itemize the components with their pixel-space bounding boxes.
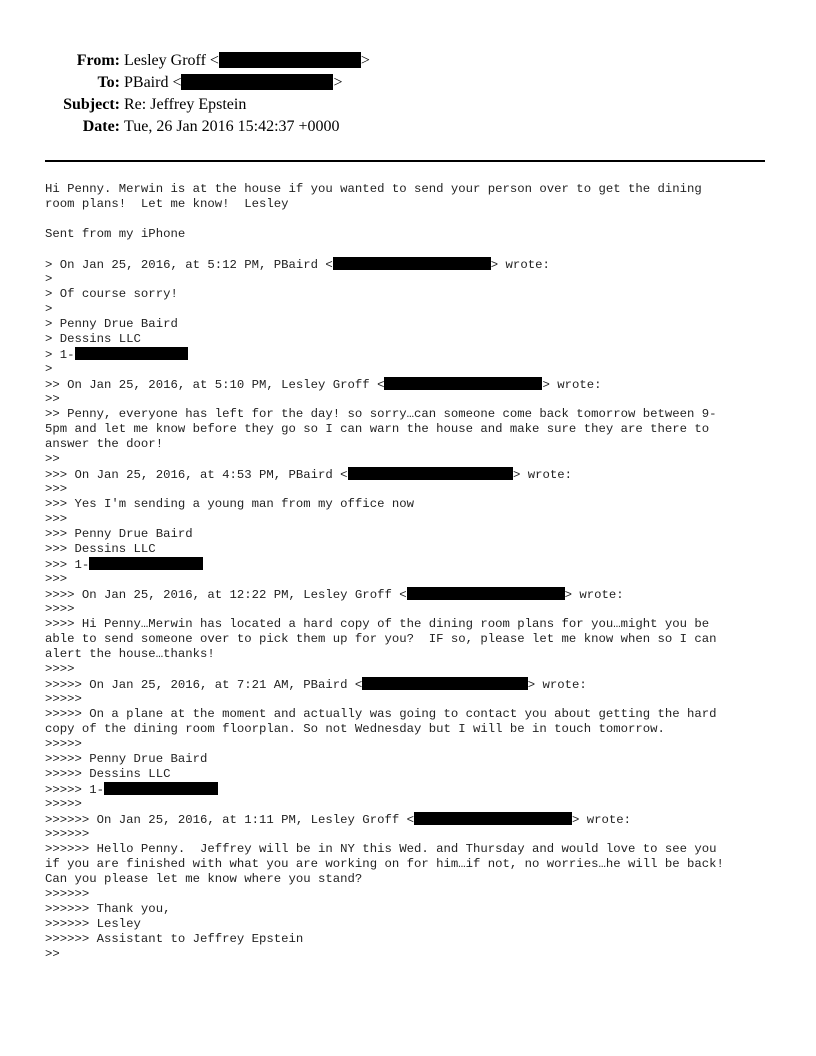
body-line-text: if you are finished with what you are working on for him…if not, no worries…he will be back! — [45, 857, 724, 871]
body-line — [45, 512, 775, 527]
body-line-text: >>>> — [45, 602, 75, 616]
body-line — [45, 197, 775, 212]
body-line-text: >>> Dessins LLC — [45, 542, 156, 556]
body-line — [45, 617, 775, 632]
body-line — [45, 452, 775, 467]
body-line-suffix: > wrote: — [564, 588, 624, 602]
body-line-text: >>>>>> Assistant to Jeffrey Epstein — [45, 932, 304, 946]
body-line-text: Sent from my iPhone — [45, 227, 186, 241]
header-divider — [45, 160, 765, 162]
body-line-text: >>> Penny Drue Baird — [45, 527, 193, 541]
body-line-text: >>>> — [45, 662, 75, 676]
body-line — [45, 272, 775, 287]
body-line-text: > On Jan 25, 2016, at 5:12 PM, PBaird < — [45, 258, 333, 272]
redaction-bar — [181, 74, 333, 90]
body-line-text: Hi Penny. Merwin is at the house if you wanted to send your person over to get the dining — [45, 182, 702, 196]
body-line-text: >>> — [45, 572, 68, 586]
to-label: To: — [97, 74, 120, 91]
body-line — [45, 467, 775, 482]
body-line — [45, 782, 775, 797]
body-line — [45, 287, 775, 302]
body-line — [45, 227, 775, 242]
body-line-text: alert the house…thanks! — [45, 647, 215, 661]
date-value: Tue, 26 Jan 2016 15:42:37 +0000 — [124, 118, 340, 135]
body-line — [45, 572, 775, 587]
body-line-text: >>>>> — [45, 737, 82, 751]
body-line-suffix: > wrote: — [512, 468, 572, 482]
body-line — [45, 752, 775, 767]
body-line — [45, 947, 775, 962]
body-line-text: >>> On Jan 25, 2016, at 4:53 PM, PBaird < — [45, 468, 348, 482]
body-line-text: >>>>>> Thank you, — [45, 902, 171, 916]
body-line-text: >>> — [45, 512, 68, 526]
body-line-text: >> — [45, 452, 60, 466]
body-line-text: >> — [45, 392, 60, 406]
body-line — [45, 737, 775, 752]
body-line — [45, 332, 775, 347]
body-line — [45, 632, 775, 647]
email-body — [45, 182, 775, 962]
body-line — [45, 692, 775, 707]
body-line-text: room plans! Let me know! Lesley — [45, 197, 289, 211]
subject-row — [0, 96, 816, 118]
body-line-text: >>>>> — [45, 797, 82, 811]
body-line-suffix: > wrote: — [527, 678, 587, 692]
body-line-text: >>> 1- — [45, 558, 90, 572]
redaction-bar — [384, 377, 542, 390]
body-line — [45, 887, 775, 902]
body-line-text: > — [45, 272, 53, 286]
body-line-text: >> — [45, 947, 60, 961]
body-line-text: >>>> Hi Penny…Merwin has located a hard copy of the dining room plans for you…might you be — [45, 617, 710, 631]
body-line-text: >> On Jan 25, 2016, at 5:10 PM, Lesley Groff < — [45, 378, 385, 392]
body-line — [45, 407, 775, 422]
body-line-text: >>>>>> — [45, 827, 90, 841]
redaction-bar — [407, 587, 565, 600]
body-line-text: >>>> On Jan 25, 2016, at 12:22 PM, Lesley Groff < — [45, 588, 407, 602]
body-line — [45, 242, 775, 257]
body-line-suffix: > wrote: — [571, 813, 632, 827]
from-label: From: — [76, 52, 120, 69]
body-line — [45, 557, 775, 572]
date-row — [0, 118, 816, 140]
redaction-bar — [89, 557, 203, 570]
body-line — [45, 377, 775, 392]
body-line — [45, 542, 775, 557]
body-line-text: copy of the dining room floorplan. So not Wednesday but I will be in touch tomorrow. — [45, 722, 665, 736]
body-line — [45, 587, 775, 602]
body-line-text: >>>>>> On Jan 25, 2016, at 1:11 PM, Lesley Groff < — [45, 813, 414, 827]
body-line — [45, 392, 775, 407]
body-line — [45, 497, 775, 512]
body-line-text: >>>>> — [45, 692, 82, 706]
body-line — [45, 932, 775, 947]
body-line-text: >>>>> On Jan 25, 2016, at 7:21 AM, PBaird < — [45, 678, 363, 692]
body-line — [45, 857, 775, 872]
body-line — [45, 767, 775, 782]
subject-label: Subject: — [63, 96, 120, 113]
body-line-suffix: > wrote: — [542, 378, 602, 392]
body-line — [45, 677, 775, 692]
redaction-bar — [333, 257, 491, 270]
redaction-bar — [362, 677, 527, 690]
body-line — [45, 317, 775, 332]
to-close: > — [333, 74, 343, 91]
body-line-text: > Penny Drue Baird — [45, 317, 178, 331]
body-line — [45, 347, 775, 362]
to-row — [0, 74, 816, 96]
body-line — [45, 842, 775, 857]
body-line-text: > — [45, 362, 53, 376]
body-line — [45, 662, 775, 677]
body-line — [45, 722, 775, 737]
from-close: > — [360, 52, 370, 69]
body-line — [45, 257, 775, 272]
body-line — [45, 482, 775, 497]
redaction-bar — [104, 782, 218, 795]
body-line-text: > 1- — [45, 348, 75, 362]
body-line — [45, 707, 775, 722]
body-line — [45, 812, 775, 827]
body-line — [45, 437, 775, 452]
body-line — [45, 527, 775, 542]
body-line-text: Can you please let me know where you stand? — [45, 872, 363, 886]
body-line-text: >>>>> Dessins LLC — [45, 767, 171, 781]
from-value — [124, 52, 370, 70]
redaction-bar — [348, 467, 513, 480]
from-name: Lesley Groff < — [124, 52, 219, 69]
body-line-suffix: > wrote: — [490, 258, 550, 272]
body-line — [45, 602, 775, 617]
redaction-bar — [75, 347, 189, 360]
body-line — [45, 182, 775, 197]
body-line — [45, 872, 775, 887]
body-line-text: > — [45, 302, 53, 316]
body-line-text: >>>>> Penny Drue Baird — [45, 752, 208, 766]
body-line — [45, 647, 775, 662]
body-line-text: >>> Yes I'm sending a young man from my office now — [45, 497, 414, 511]
body-line — [45, 422, 775, 437]
to-name: PBaird < — [124, 74, 182, 91]
body-line-text: > Of course sorry! — [45, 287, 178, 301]
from-row — [0, 52, 816, 74]
body-line — [45, 902, 775, 917]
body-line-text: >>>>>> Lesley — [45, 917, 141, 931]
body-line — [45, 212, 775, 227]
body-line — [45, 827, 775, 842]
body-line — [45, 362, 775, 377]
body-line-text: answer the door! — [45, 437, 164, 451]
subject-value: Re: Jeffrey Epstein — [124, 96, 247, 113]
date-label: Date: — [82, 118, 120, 135]
body-line — [45, 917, 775, 932]
body-line — [45, 302, 775, 317]
body-line-text: >>>>>> — [45, 887, 90, 901]
redaction-bar — [414, 812, 572, 825]
redaction-bar — [219, 52, 361, 68]
body-line-text: able to send someone over to pick them up for you? IF so, please let me know when so I can — [45, 632, 717, 646]
to-value — [124, 74, 343, 92]
body-line-text: 5pm and let me know before they go so I can warn the house and make sure they are there to — [45, 422, 710, 436]
body-line-text: >> Penny, everyone has left for the day! so sorry…can someone come back tomorrow between 9- — [45, 407, 717, 421]
body-line-text: >>> — [45, 482, 68, 496]
body-line — [45, 797, 775, 812]
body-line-text: >>>>> 1- — [45, 783, 105, 797]
body-line-text: >>>>> On a plane at the moment and actually was going to contact you about getting the hard — [45, 707, 717, 721]
body-line-text: > Dessins LLC — [45, 332, 141, 346]
body-line-text: >>>>>> Hello Penny. Jeffrey will be in NY this Wed. and Thursday and would love to see you — [45, 842, 717, 856]
